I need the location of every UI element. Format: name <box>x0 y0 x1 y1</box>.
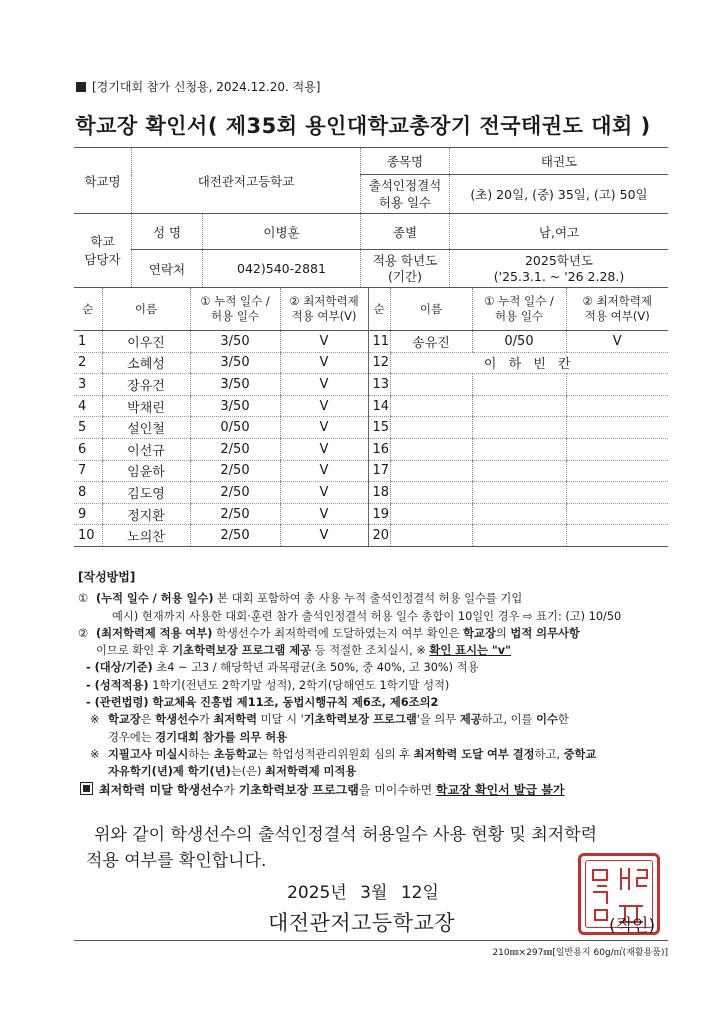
warning-b: 가 <box>223 783 239 797</box>
issue-date: 2025년 3월 12일 <box>287 883 439 903</box>
criteria-grades-label: - (성적적용) <box>86 678 149 692</box>
row-name-left: 장유건 <box>102 374 190 396</box>
note-2-e: 최저학력 도달 여부 결정 <box>413 747 535 761</box>
absence-label-line2: 허용 일수 <box>378 195 432 210</box>
warning-d: 을 미이수하면 <box>358 783 436 797</box>
note-1-e: 최저학력 <box>213 713 258 727</box>
table-row <box>74 352 668 374</box>
instruction-2-term: (최저학력제 적용 여부) <box>96 626 213 640</box>
instruction-2 <box>78 625 678 660</box>
criteria-law <box>78 694 678 711</box>
row-days-left: 3/50 <box>190 395 280 417</box>
gender-label: 종별 <box>361 214 450 250</box>
row-check-left: V <box>280 374 368 396</box>
row-no-left: 3 <box>74 374 102 396</box>
filled-square-icon <box>80 782 93 795</box>
contact-label: 연락처 <box>132 250 203 288</box>
note-2-c: 초등학교 <box>213 747 258 761</box>
note-2 <box>90 746 678 781</box>
note-2-line2-c: 최저학력제 미적용 <box>265 765 357 779</box>
instruction-2-principal: 학교장 <box>463 626 496 640</box>
note-1-a: 학교장 <box>108 713 141 727</box>
header-days-left-line2: 허용 일수 <box>210 309 260 323</box>
row-name-right <box>390 482 472 504</box>
table-row <box>74 438 668 460</box>
header-check-right <box>566 288 668 331</box>
row-days-right <box>472 525 566 547</box>
row-check-right <box>566 460 668 482</box>
table-row <box>74 395 668 417</box>
contact-value: 042)540-2881 <box>203 250 361 288</box>
row-check-left: V <box>280 331 368 353</box>
criteria-target-label: - (대상/기준) <box>86 661 153 675</box>
row-name-right <box>390 503 472 525</box>
row-check-left: V <box>280 525 368 547</box>
warning-c: 기초학력보장 프로그램 <box>238 783 359 797</box>
row-no-left: 4 <box>74 395 102 417</box>
note-1-h: '을 의무 <box>416 713 460 727</box>
document-title: 학교장 확인서( 제35회 용인대학교총장기 전국태권도 대회 ) <box>75 114 651 138</box>
header-no-left: 순 <box>74 288 102 331</box>
criteria-law-text: 학교체육 진흥법 제11조, 동법시행규칙 제6조, 제6조의2 <box>148 696 439 710</box>
table-row <box>74 331 668 353</box>
row-name-right <box>390 417 472 439</box>
note-1 <box>90 711 678 746</box>
row-check-left: V <box>280 503 368 525</box>
school-value: 대전관저고등학교 <box>132 148 361 214</box>
event-value: 태권도 <box>450 148 669 175</box>
row-no-left: 9 <box>74 503 102 525</box>
note-1-b: 은 <box>140 713 156 727</box>
row-name-right <box>390 374 472 396</box>
note-1-i: 제공 <box>459 713 482 727</box>
header-name-right: 이름 <box>390 288 472 331</box>
row-no-right: 13 <box>368 374 390 396</box>
seal-mark-label: (직인) <box>609 916 656 936</box>
table-row <box>74 482 668 504</box>
instructions-heading: [작성방법] <box>78 570 136 584</box>
row-days-left: 2/50 <box>190 525 280 547</box>
absence-label <box>361 175 450 214</box>
row-no-right: 19 <box>368 503 390 525</box>
note-1-marker: ※ <box>90 713 100 727</box>
table-row <box>74 417 668 439</box>
row-check-left: V <box>280 482 368 504</box>
instruction-1-term: (누적 일수 / 허용 일수) <box>96 592 214 606</box>
note-1-f: 미달 시 ' <box>257 713 304 727</box>
row-no-right: 15 <box>368 417 390 439</box>
header-days-right-line2: 허용 일수 <box>494 309 544 323</box>
principal-signature: 대전관저고등학교장 <box>268 911 456 935</box>
row-no-left: 10 <box>74 525 102 547</box>
row-name-left: 김도영 <box>102 482 190 504</box>
row-days-left: 2/50 <box>190 482 280 504</box>
note-1-line2-a: 경우에는 <box>108 730 156 744</box>
row-days-left: 0/50 <box>190 417 280 439</box>
row-days-left: 3/50 <box>190 331 280 353</box>
form-version-text: [경기대회 참가 신청용, 2024.12.20. 적용] <box>92 80 321 94</box>
table-row <box>74 374 668 396</box>
note-2-line2-a: 자유학기(년)제 학기(년) <box>108 765 231 779</box>
header-days-right-line1: ① 누적 일수 / <box>484 294 554 308</box>
row-no-right: 12 <box>368 352 390 374</box>
header-check-left-line2: 적용 여부(V) <box>291 309 357 323</box>
row-check-right <box>566 374 668 396</box>
instruction-2-line2-a: 이므로 확인 후 <box>96 644 173 658</box>
note-2-d: 는 학업성적관리위원회 심의 후 <box>257 747 414 761</box>
row-name-left: 이선규 <box>102 438 190 460</box>
row-no-right: 18 <box>368 482 390 504</box>
row-check-left: V <box>280 395 368 417</box>
row-no-left: 5 <box>74 417 102 439</box>
note-1-line2-b: 경기대회 참가를 의무 허용 <box>155 730 288 744</box>
note-2-a: 지필고사 미실시 <box>108 747 189 761</box>
row-check-left: V <box>280 460 368 482</box>
year-value-line1: 2025학년도 <box>524 252 594 268</box>
table-row <box>74 503 668 525</box>
manager-label-line2: 담당자 <box>84 251 121 267</box>
instruction-2-line2-c: 등 적절한 조치실시, ※ <box>311 644 430 658</box>
header-check-left-line1: ② 최저학력제 <box>289 294 359 308</box>
header-check-left <box>280 288 368 331</box>
row-name-left: 노의찬 <box>102 525 190 547</box>
row-days-right <box>472 438 566 460</box>
row-days-right <box>472 374 566 396</box>
square-bullet-icon <box>76 82 86 92</box>
row-no-left: 2 <box>74 352 102 374</box>
row-name-left: 소혜성 <box>102 352 190 374</box>
note-2-b: 하는 <box>188 747 214 761</box>
row-no-left: 8 <box>74 482 102 504</box>
row-no-right: 16 <box>368 438 390 460</box>
row-no-left: 6 <box>74 438 102 460</box>
row-check-right <box>566 482 668 504</box>
row-name-right <box>390 460 472 482</box>
blank-below-note: 이 하 빈 칸 <box>390 352 668 374</box>
header-days-left-line1: ① 누적 일수 / <box>200 294 270 308</box>
note-1-j: 하고, 이를 <box>481 713 537 727</box>
row-check-right <box>566 395 668 417</box>
criteria-target <box>78 659 678 676</box>
row-check-right <box>566 438 668 460</box>
absence-label-line1: 출석인정결석 <box>368 178 442 193</box>
row-no-right: 11 <box>368 331 390 353</box>
row-days-right <box>472 482 566 504</box>
year-value <box>450 250 669 288</box>
table-row <box>74 460 668 482</box>
row-name-left: 임윤하 <box>102 460 190 482</box>
row-days-right: 0/50 <box>472 331 566 353</box>
student-rows <box>74 331 668 547</box>
row-days-left: 3/50 <box>190 374 280 396</box>
row-days-right <box>472 460 566 482</box>
year-label-line2: (기간) <box>388 268 422 284</box>
row-name-right <box>390 525 472 547</box>
criteria-target-text: 초4 ~ 고3 / 해당학년 과목평균(초 50%, 중 40%, 고 30%) 적용 <box>152 661 479 675</box>
row-days-right <box>472 395 566 417</box>
criteria-law-label: - (관련법령) <box>86 696 149 710</box>
warning-e: 학교장 확인서 발급 불가 <box>436 783 565 797</box>
issuance-warning <box>80 781 564 798</box>
row-name-left: 이우진 <box>102 331 190 353</box>
paper-spec: 210㎜×297㎜[일반용지 60g/㎡(재활용품)] <box>492 948 668 958</box>
row-no-left: 1 <box>74 331 102 353</box>
instruction-1-example: 예시) 현재까지 사용한 대회·훈련 참가 출석인정결석 허용 일수 총합이 10일인 경우 ⇨ 표기: (고) 10/50 <box>112 609 622 623</box>
row-check-left: V <box>280 438 368 460</box>
row-days-right <box>472 503 566 525</box>
warning-a: 최저학력 미달 학생선수 <box>99 783 224 797</box>
row-name-left: 설인철 <box>102 417 190 439</box>
note-2-f: 하고, <box>534 747 564 761</box>
row-name-right: 송유진 <box>390 331 472 353</box>
header-days-left <box>190 288 280 331</box>
note-2-marker: ※ <box>90 747 100 761</box>
header-name-left: 이름 <box>102 288 190 331</box>
instruction-1 <box>78 590 678 625</box>
row-check-right <box>566 503 668 525</box>
instruction-1-text: 본 대회 포함하여 총 사용 누적 출석인정결석 허용 일수를 기입 <box>213 592 523 606</box>
school-label: 학교명 <box>74 148 132 214</box>
row-check-right: V <box>566 331 668 353</box>
row-days-left: 3/50 <box>190 352 280 374</box>
manager-label <box>74 214 132 288</box>
manager-label-line1: 학교 <box>90 233 115 249</box>
table-row <box>74 525 668 547</box>
row-days-left: 2/50 <box>190 503 280 525</box>
year-label-line1: 적용 학년도 <box>372 252 438 268</box>
name-label: 성 명 <box>132 214 203 250</box>
school-info-table <box>74 147 668 288</box>
note-2-line2-b: 는(은) <box>230 765 266 779</box>
row-no-right: 17 <box>368 460 390 482</box>
row-check-right <box>566 417 668 439</box>
year-label <box>361 250 450 288</box>
row-check-left: V <box>280 352 368 374</box>
row-name-right <box>390 438 472 460</box>
instruction-2-marker: ② <box>78 626 89 640</box>
row-name-left: 박채린 <box>102 395 190 417</box>
footer-divider <box>74 940 668 941</box>
header-no-right: 순 <box>368 288 390 331</box>
header-check-right-line1: ② 최저학력제 <box>582 294 652 308</box>
instruction-2-check-mark-note: 확인 표시는 "v" <box>429 644 511 658</box>
row-check-right <box>566 525 668 547</box>
row-no-left: 7 <box>74 460 102 482</box>
row-no-right: 20 <box>368 525 390 547</box>
criteria-grades <box>78 677 678 694</box>
instructions-section <box>78 569 678 781</box>
confirmation-line1: 위와 같이 학생선수의 출석인정결석 허용일수 사용 현황 및 최저학력 <box>94 825 598 845</box>
instruction-1-marker: ① <box>78 592 89 606</box>
instruction-2-legal-duty: 법적 의무사항 <box>510 626 580 640</box>
student-list-table <box>74 287 668 547</box>
form-version-note <box>76 78 320 95</box>
absence-value: (초) 20일, (중) 35일, (고) 50일 <box>450 175 669 214</box>
name-value: 이병훈 <box>203 214 361 250</box>
instruction-2-program: 기초학력보장 프로그램 제공 <box>172 644 312 658</box>
table-header-row <box>74 288 668 331</box>
event-label: 종목명 <box>361 148 450 175</box>
note-1-l: 한 <box>557 713 569 727</box>
instruction-2-text-c: 의 <box>495 626 511 640</box>
row-no-right: 14 <box>368 395 390 417</box>
row-check-left: V <box>280 417 368 439</box>
year-value-line2: ('25.3.1. ~ '26 2.28.) <box>493 268 625 284</box>
confirmation-line2: 적용 여부를 확인합니다. <box>86 851 267 871</box>
gender-value: 남,여고 <box>450 214 669 250</box>
row-days-left: 2/50 <box>190 438 280 460</box>
note-2-g: 중학교 <box>563 747 597 761</box>
header-check-right-line2: 적용 여부(V) <box>584 309 650 323</box>
row-name-right <box>390 395 472 417</box>
note-1-d: 가 <box>198 713 214 727</box>
note-1-c: 학생선수 <box>155 713 199 727</box>
row-days-right <box>472 417 566 439</box>
criteria-grades-text: 1학기(전년도 2학기말 성적), 2학기(당해연도 1학기말 성적) <box>148 678 450 692</box>
header-days-right <box>472 288 566 331</box>
row-days-left: 2/50 <box>190 460 280 482</box>
instruction-2-text-a: 학생선수가 최저학력에 도달하였는지 여부 확인은 <box>212 626 464 640</box>
note-1-k: 이수 <box>536 713 558 727</box>
note-1-g: 기초학력보장 프로그램 <box>303 713 417 727</box>
row-name-left: 정지환 <box>102 503 190 525</box>
